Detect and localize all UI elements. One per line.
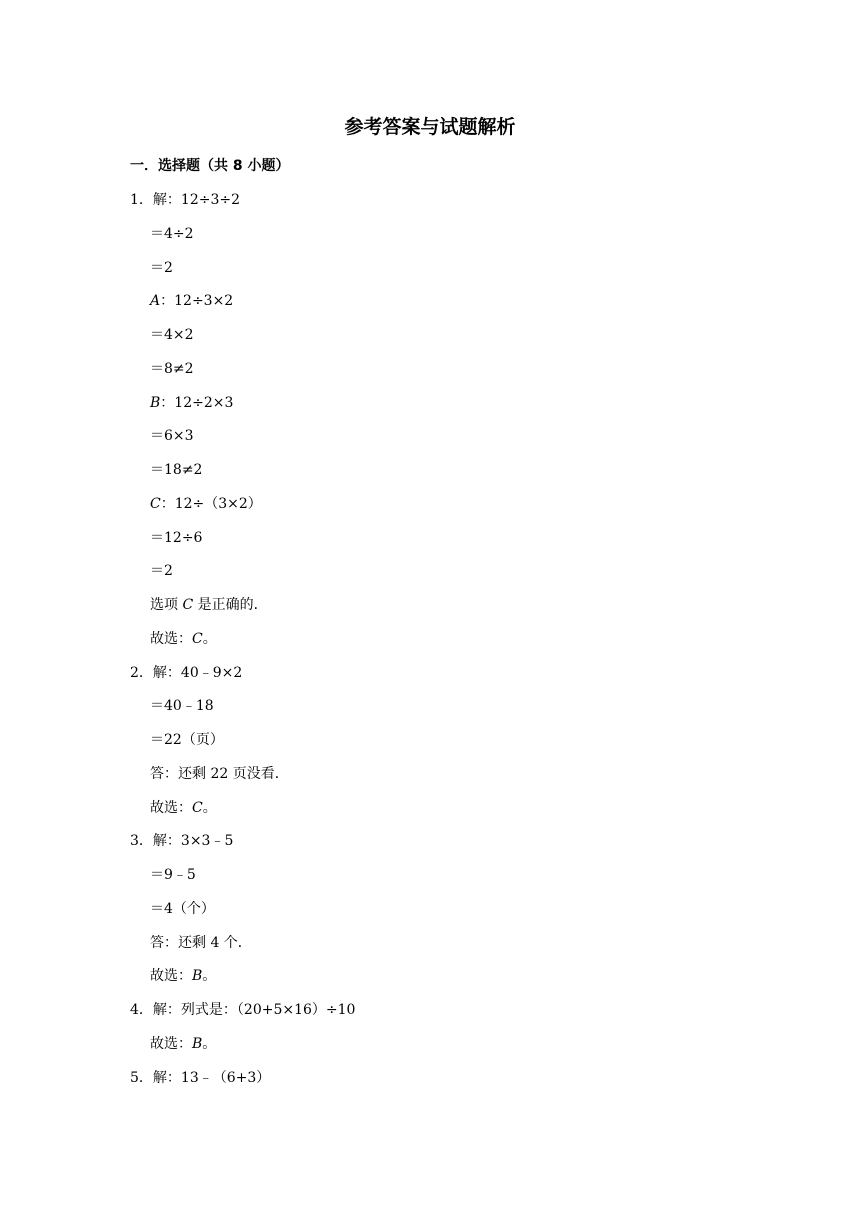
solution-content [0,189,860,1100]
solution-line: C：12÷（3×2） [150,495,262,512]
solution-line: ＝2 [150,563,173,580]
solution-line: ＝2 [150,259,173,276]
solution-line: 答：还剩 4 个． [150,934,252,951]
solution-line: 答：还剩 22 页没看． [150,765,289,782]
solution-line: 故选：C。 [150,630,217,647]
solution-line: ＝6×3 [150,428,194,445]
question-solution-start: 1．解：12÷3÷2 [130,192,240,208]
solution-line: ＝4÷2 [150,225,194,242]
question-solution-start: 4．解：列式是：（20+5×16）÷10 [130,1002,356,1018]
solution-line: ＝8≠2 [150,360,194,377]
solution-line: 故选：B。 [150,968,217,985]
solution-line: 故选：B。 [150,1035,217,1052]
solution-line: ＝22（页） [150,732,224,748]
question-solution-start: 3．解：3×3﹣5 [130,833,234,850]
solution-line: ＝4×2 [150,327,194,343]
solution-line: 选项 C 是正确的． [150,597,268,613]
solution-line: 故选：C。 [150,799,217,816]
solution-line: ＝40﹣18 [150,698,214,715]
solution-line: ＝12÷6 [150,529,203,546]
question-solution-start: 5．解：13﹣（6+3） [130,1069,271,1086]
question-solution-start: 2．解：40﹣9×2 [130,664,243,681]
solution-line: A：12÷3×2 [150,293,234,310]
solution-line: ＝18≠2 [150,462,203,478]
solution-line: ＝9﹣5 [150,867,196,883]
page-title: 参考答案与试题解析 [344,116,516,138]
solution-line: B：12÷2×3 [150,394,234,411]
section-heading: 一．选择题（共 8 小题） [130,158,290,174]
solution-line: ＝4（个） [150,900,215,917]
